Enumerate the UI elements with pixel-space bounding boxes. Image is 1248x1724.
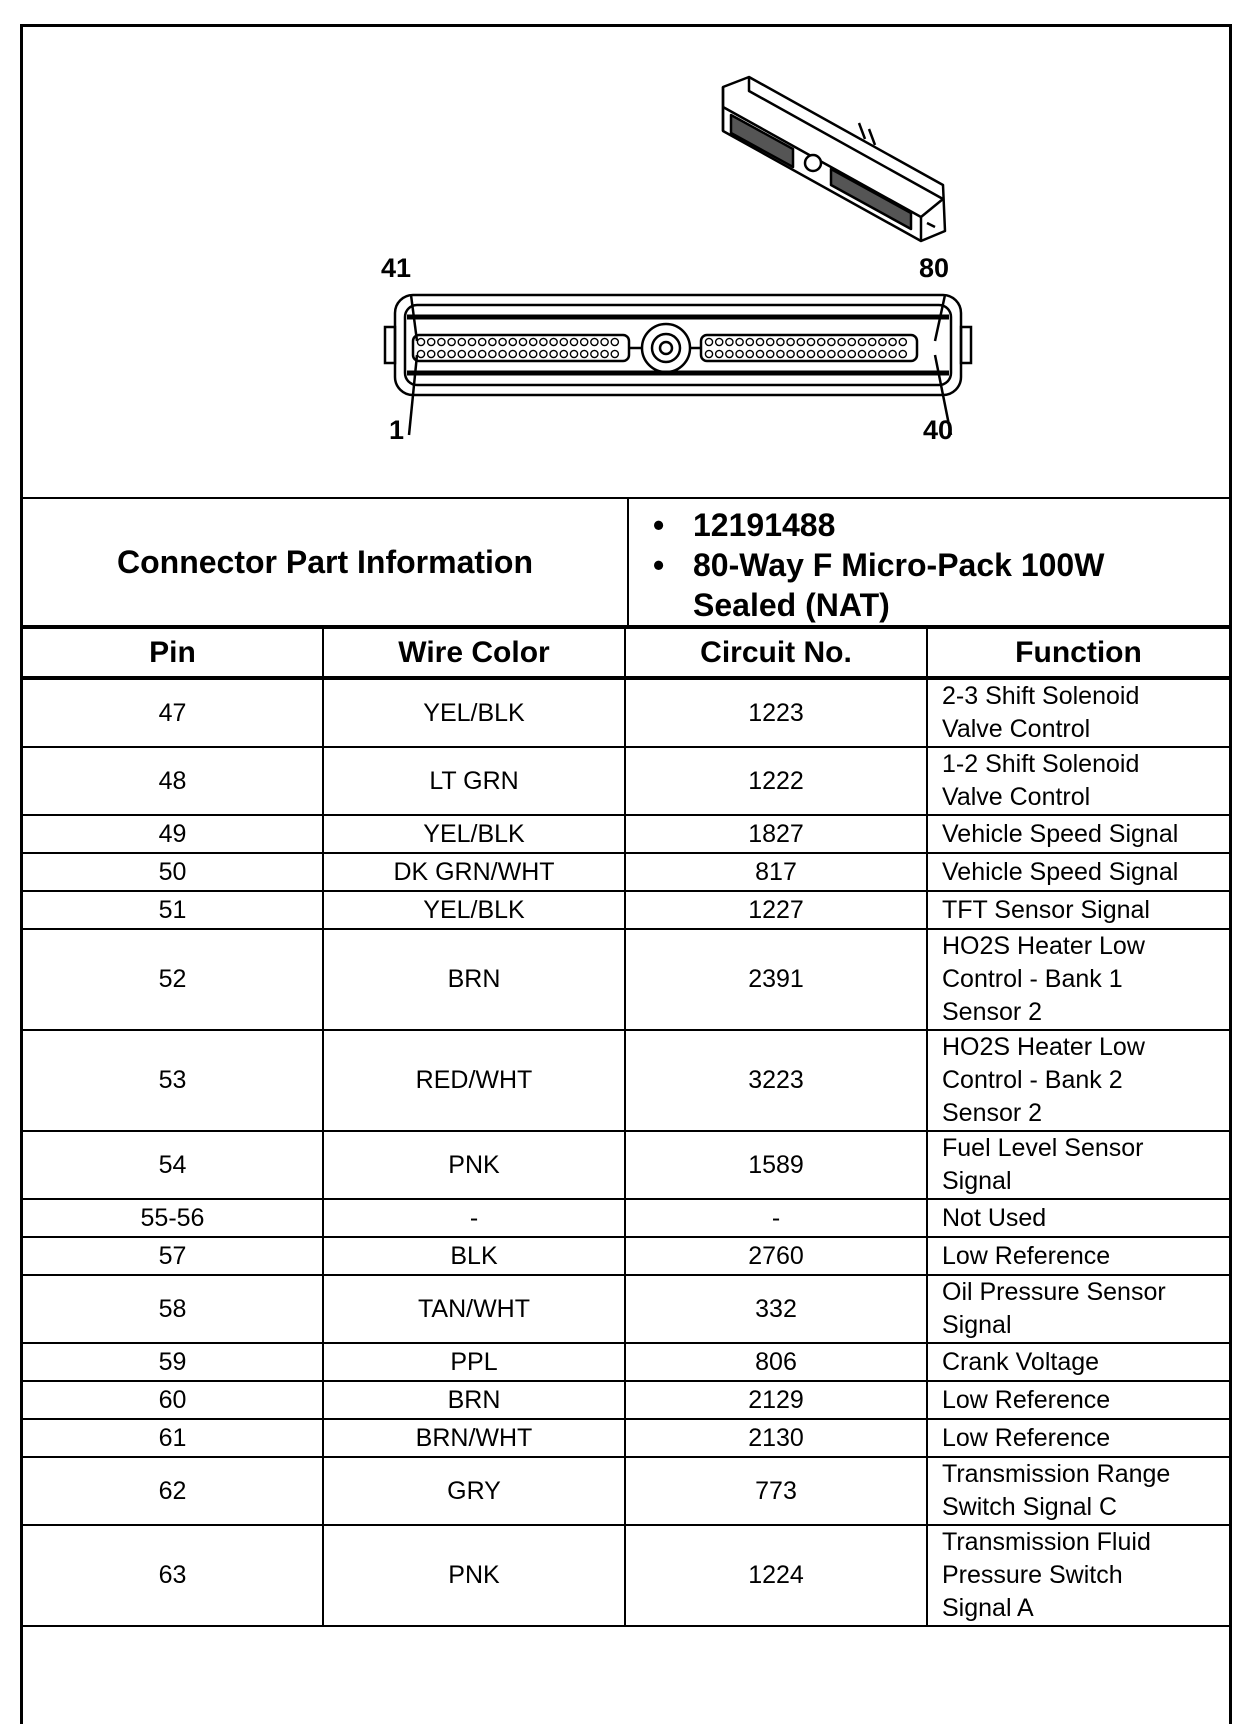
table-row: [23, 1343, 1229, 1381]
pin-cavity: [499, 338, 506, 345]
function-line: Vehicle Speed Signal: [942, 819, 1179, 848]
function-cell: [927, 1343, 1229, 1381]
table-row: [23, 815, 1229, 853]
pin-cavity: [767, 338, 774, 345]
function-line: Sensor 2: [942, 998, 1043, 1026]
pin-cavity: [869, 338, 876, 345]
table-row: [23, 1275, 1229, 1343]
pin-cavity: [716, 338, 723, 345]
wire-color-cell: YEL/BLK: [323, 815, 625, 853]
info-divider: [627, 499, 629, 625]
function-cell: [927, 1419, 1229, 1457]
pin-cavity: [581, 338, 588, 345]
header-pin: Pin: [23, 628, 323, 678]
pin-cell: 57: [23, 1237, 323, 1275]
pin-cavity: [787, 338, 794, 345]
function-line: Valve Control: [942, 715, 1091, 743]
table-row: [23, 747, 1229, 815]
function-line: HO2S Heater Low: [942, 1033, 1145, 1061]
wire-color-cell: PNK: [323, 1131, 625, 1199]
function-line: Low Reference: [942, 1423, 1111, 1452]
pin-cavity: [428, 350, 435, 357]
table-row: [23, 1381, 1229, 1419]
circuit-cell: 2760: [625, 1237, 927, 1275]
function-line: Signal A: [942, 1594, 1034, 1622]
pin-cavity: [560, 350, 567, 357]
pin-cavity: [499, 350, 506, 357]
pin-cell: 54: [23, 1131, 323, 1199]
wire-color-cell: GRY: [323, 1457, 625, 1525]
wire-color-cell: -: [323, 1199, 625, 1237]
function-line: TFT Sensor Signal: [942, 895, 1150, 924]
info-title: Connector Part Information: [116, 543, 533, 580]
connector-face-icon: [23, 27, 1229, 497]
pin-cavity: [540, 350, 547, 357]
wire-color-cell: RED/WHT: [323, 1030, 625, 1131]
pin-cavity: [458, 338, 465, 345]
pin-cavity: [858, 350, 865, 357]
circuit-cell: 817: [625, 853, 927, 891]
function-cell: [927, 1237, 1229, 1275]
pin-cavity: [479, 338, 486, 345]
function-cell: [927, 747, 1229, 815]
pin-cell: 55-56: [23, 1199, 323, 1237]
function-cell: [927, 929, 1229, 1030]
pin-cavity: [540, 338, 547, 345]
pin-cavity: [756, 350, 763, 357]
circuit-cell: 1589: [625, 1131, 927, 1199]
pin-cavity: [777, 338, 784, 345]
wire-color-cell: DK GRN/WHT: [323, 853, 625, 891]
circuit-cell: 2130: [625, 1419, 927, 1457]
pin-cavity: [726, 338, 733, 345]
pin-cavity: [489, 338, 496, 345]
table-row: [23, 853, 1229, 891]
pin-cavity: [879, 350, 886, 357]
page-frame: [20, 24, 1232, 1724]
pin-cell: 63: [23, 1525, 323, 1626]
pin-cavity: [777, 350, 784, 357]
pin-cavity: [889, 350, 896, 357]
circuit-cell: -: [625, 1199, 927, 1237]
pin-cavity: [818, 350, 825, 357]
function-cell: [927, 1199, 1229, 1237]
table-row: [23, 1030, 1229, 1131]
pin-cavity: [448, 350, 455, 357]
connector-part-information: [23, 497, 1229, 627]
pin-cavity: [848, 338, 855, 345]
pin-cavity: [767, 350, 774, 357]
pin-cavity: [736, 338, 743, 345]
pin-cavity: [797, 350, 804, 357]
pin-cavity: [560, 338, 567, 345]
pin-cell: 62: [23, 1457, 323, 1525]
wire-color-cell: BLK: [323, 1237, 625, 1275]
table-row: [23, 891, 1229, 929]
pin-cavity: [807, 350, 814, 357]
table-row: [23, 678, 1229, 747]
wire-color-cell: YEL/BLK: [323, 678, 625, 747]
wire-color-cell: TAN/WHT: [323, 1275, 625, 1343]
table-row: [23, 1525, 1229, 1626]
function-line: Not Used: [942, 1203, 1047, 1232]
pin-cavity: [611, 338, 618, 345]
pin-cell: 52: [23, 929, 323, 1030]
pin-cavity: [807, 338, 814, 345]
pin-cavity: [591, 338, 598, 345]
table-row: [23, 929, 1229, 1030]
function-cell: [927, 1381, 1229, 1419]
pin-cavity: [889, 338, 896, 345]
function-line: Sensor 2: [942, 1099, 1043, 1127]
wire-color-cell: YEL/BLK: [323, 891, 625, 929]
function-line: Switch Signal C: [942, 1493, 1118, 1521]
connector-description: • 80-Way F Micro-Pack 100W Sealed (NAT): [641, 545, 1153, 625]
pin-cavity: [489, 350, 496, 357]
circuit-cell: 1224: [625, 1525, 927, 1626]
pin-cavity: [899, 350, 906, 357]
pinout-table: [23, 627, 1229, 1627]
function-line: Pressure Switch: [942, 1561, 1123, 1589]
pin-label-40: 40: [923, 415, 954, 445]
table-row: [23, 1199, 1229, 1237]
function-line: Fuel Level Sensor: [942, 1134, 1144, 1162]
pin-cavity: [468, 350, 475, 357]
circuit-cell: 1223: [625, 678, 927, 747]
pin-cavity: [550, 338, 557, 345]
pin-cavity: [417, 350, 424, 357]
circuit-cell: 3223: [625, 1030, 927, 1131]
pin-cavity: [705, 350, 712, 357]
pin-cavity: [509, 338, 516, 345]
pin-cavity: [448, 338, 455, 345]
pin-cavity: [705, 338, 712, 345]
table-row: [23, 1131, 1229, 1199]
pin-cavity: [838, 350, 845, 357]
pin-label-41: 41: [381, 253, 412, 283]
pin-cavity: [726, 350, 733, 357]
function-cell: [927, 1457, 1229, 1525]
table-header-row: [23, 628, 1229, 678]
function-line: Valve Control: [942, 783, 1091, 811]
pin-cavity: [591, 350, 598, 357]
pin-cavity: [570, 338, 577, 345]
pin-cavity: [581, 350, 588, 357]
pin-cavity: [736, 350, 743, 357]
function-cell: [927, 853, 1229, 891]
circuit-cell: 1827: [625, 815, 927, 853]
function-cell: [927, 1275, 1229, 1343]
function-line: Transmission Fluid: [942, 1528, 1151, 1556]
pin-cavity: [468, 338, 475, 345]
circuit-cell: 1222: [625, 747, 927, 815]
pin-cavity: [417, 338, 424, 345]
pin-cell: 50: [23, 853, 323, 891]
wire-color-cell: PPL: [323, 1343, 625, 1381]
table-body: [23, 678, 1229, 1626]
pin-cavity: [828, 338, 835, 345]
function-line: Vehicle Speed Signal: [942, 857, 1179, 886]
pin-cavity: [519, 338, 526, 345]
function-cell: [927, 891, 1229, 929]
pin-cavity: [519, 350, 526, 357]
connector-diagram: [23, 27, 1229, 497]
pin-cavity: [530, 350, 537, 357]
pin-cavity: [828, 350, 835, 357]
header-circuit: Circuit No.: [625, 628, 927, 678]
table-row: [23, 1419, 1229, 1457]
function-line: Crank Voltage: [942, 1347, 1100, 1376]
circuit-cell: 806: [625, 1343, 927, 1381]
header-function: Function: [927, 628, 1229, 678]
circuit-cell: 332: [625, 1275, 927, 1343]
pin-label-80: 80: [919, 253, 950, 283]
pin-cavity: [746, 350, 753, 357]
function-line: 2-3 Shift Solenoid: [942, 682, 1140, 710]
pin-cavity: [530, 338, 537, 345]
function-cell: [927, 1525, 1229, 1626]
pin-cell: 51: [23, 891, 323, 929]
pin-cavity: [787, 350, 794, 357]
pin-cell: 58: [23, 1275, 323, 1343]
table-row: [23, 1457, 1229, 1525]
pin-cavity: [601, 338, 608, 345]
function-line: 1-2 Shift Solenoid: [942, 750, 1140, 778]
pin-cavity: [550, 350, 557, 357]
function-line: Signal: [942, 1311, 1012, 1339]
pin-cavity: [611, 350, 618, 357]
part-number: • 12191488: [641, 505, 1153, 545]
pin-cavity: [716, 350, 723, 357]
pin-cavity: [746, 338, 753, 345]
wire-color-cell: LT GRN: [323, 747, 625, 815]
wire-color-cell: BRN/WHT: [323, 1419, 625, 1457]
function-cell: [927, 1131, 1229, 1199]
pin-cavity: [818, 338, 825, 345]
header-wire-color: Wire Color: [323, 628, 625, 678]
pin-cavity: [438, 350, 445, 357]
pin-label-1: 1: [389, 415, 405, 445]
circuit-cell: 2129: [625, 1381, 927, 1419]
circuit-cell: 1227: [625, 891, 927, 929]
function-line: Low Reference: [942, 1241, 1111, 1270]
function-line: Low Reference: [942, 1385, 1111, 1414]
circuit-cell: 773: [625, 1457, 927, 1525]
pin-cavity: [756, 338, 763, 345]
pin-cavity: [869, 350, 876, 357]
function-line: HO2S Heater Low: [942, 932, 1145, 960]
function-cell: [927, 1030, 1229, 1131]
pin-cavity: [848, 350, 855, 357]
pin-cavity: [458, 350, 465, 357]
pin-cell: 48: [23, 747, 323, 815]
function-line: Signal: [942, 1167, 1012, 1195]
pin-cell: 59: [23, 1343, 323, 1381]
function-line: Control - Bank 2: [942, 1066, 1123, 1094]
pin-cavity: [601, 350, 608, 357]
pin-cavity: [570, 350, 577, 357]
pin-cell: 53: [23, 1030, 323, 1131]
wire-color-cell: PNK: [323, 1525, 625, 1626]
circuit-cell: 2391: [625, 929, 927, 1030]
function-line: Oil Pressure Sensor: [942, 1278, 1166, 1306]
pin-cell: 49: [23, 815, 323, 853]
function-line: Control - Bank 1: [942, 965, 1123, 993]
info-list: [641, 505, 1153, 625]
table-row: [23, 1237, 1229, 1275]
pin-cavity: [479, 350, 486, 357]
function-cell: [927, 678, 1229, 747]
pin-cavity: [438, 338, 445, 345]
pin-cell: 61: [23, 1419, 323, 1457]
pin-cavity: [509, 350, 516, 357]
pin-cell: 47: [23, 678, 323, 747]
pin-cavity: [428, 338, 435, 345]
pin-cavity: [899, 338, 906, 345]
pin-cavity: [879, 338, 886, 345]
pin-cavity: [838, 338, 845, 345]
function-line: Transmission Range: [942, 1460, 1171, 1488]
pin-cavity: [797, 338, 804, 345]
pin-cell: 60: [23, 1381, 323, 1419]
wire-color-cell: BRN: [323, 1381, 625, 1419]
wire-color-cell: BRN: [323, 929, 625, 1030]
pin-cavity: [858, 338, 865, 345]
function-cell: [927, 815, 1229, 853]
